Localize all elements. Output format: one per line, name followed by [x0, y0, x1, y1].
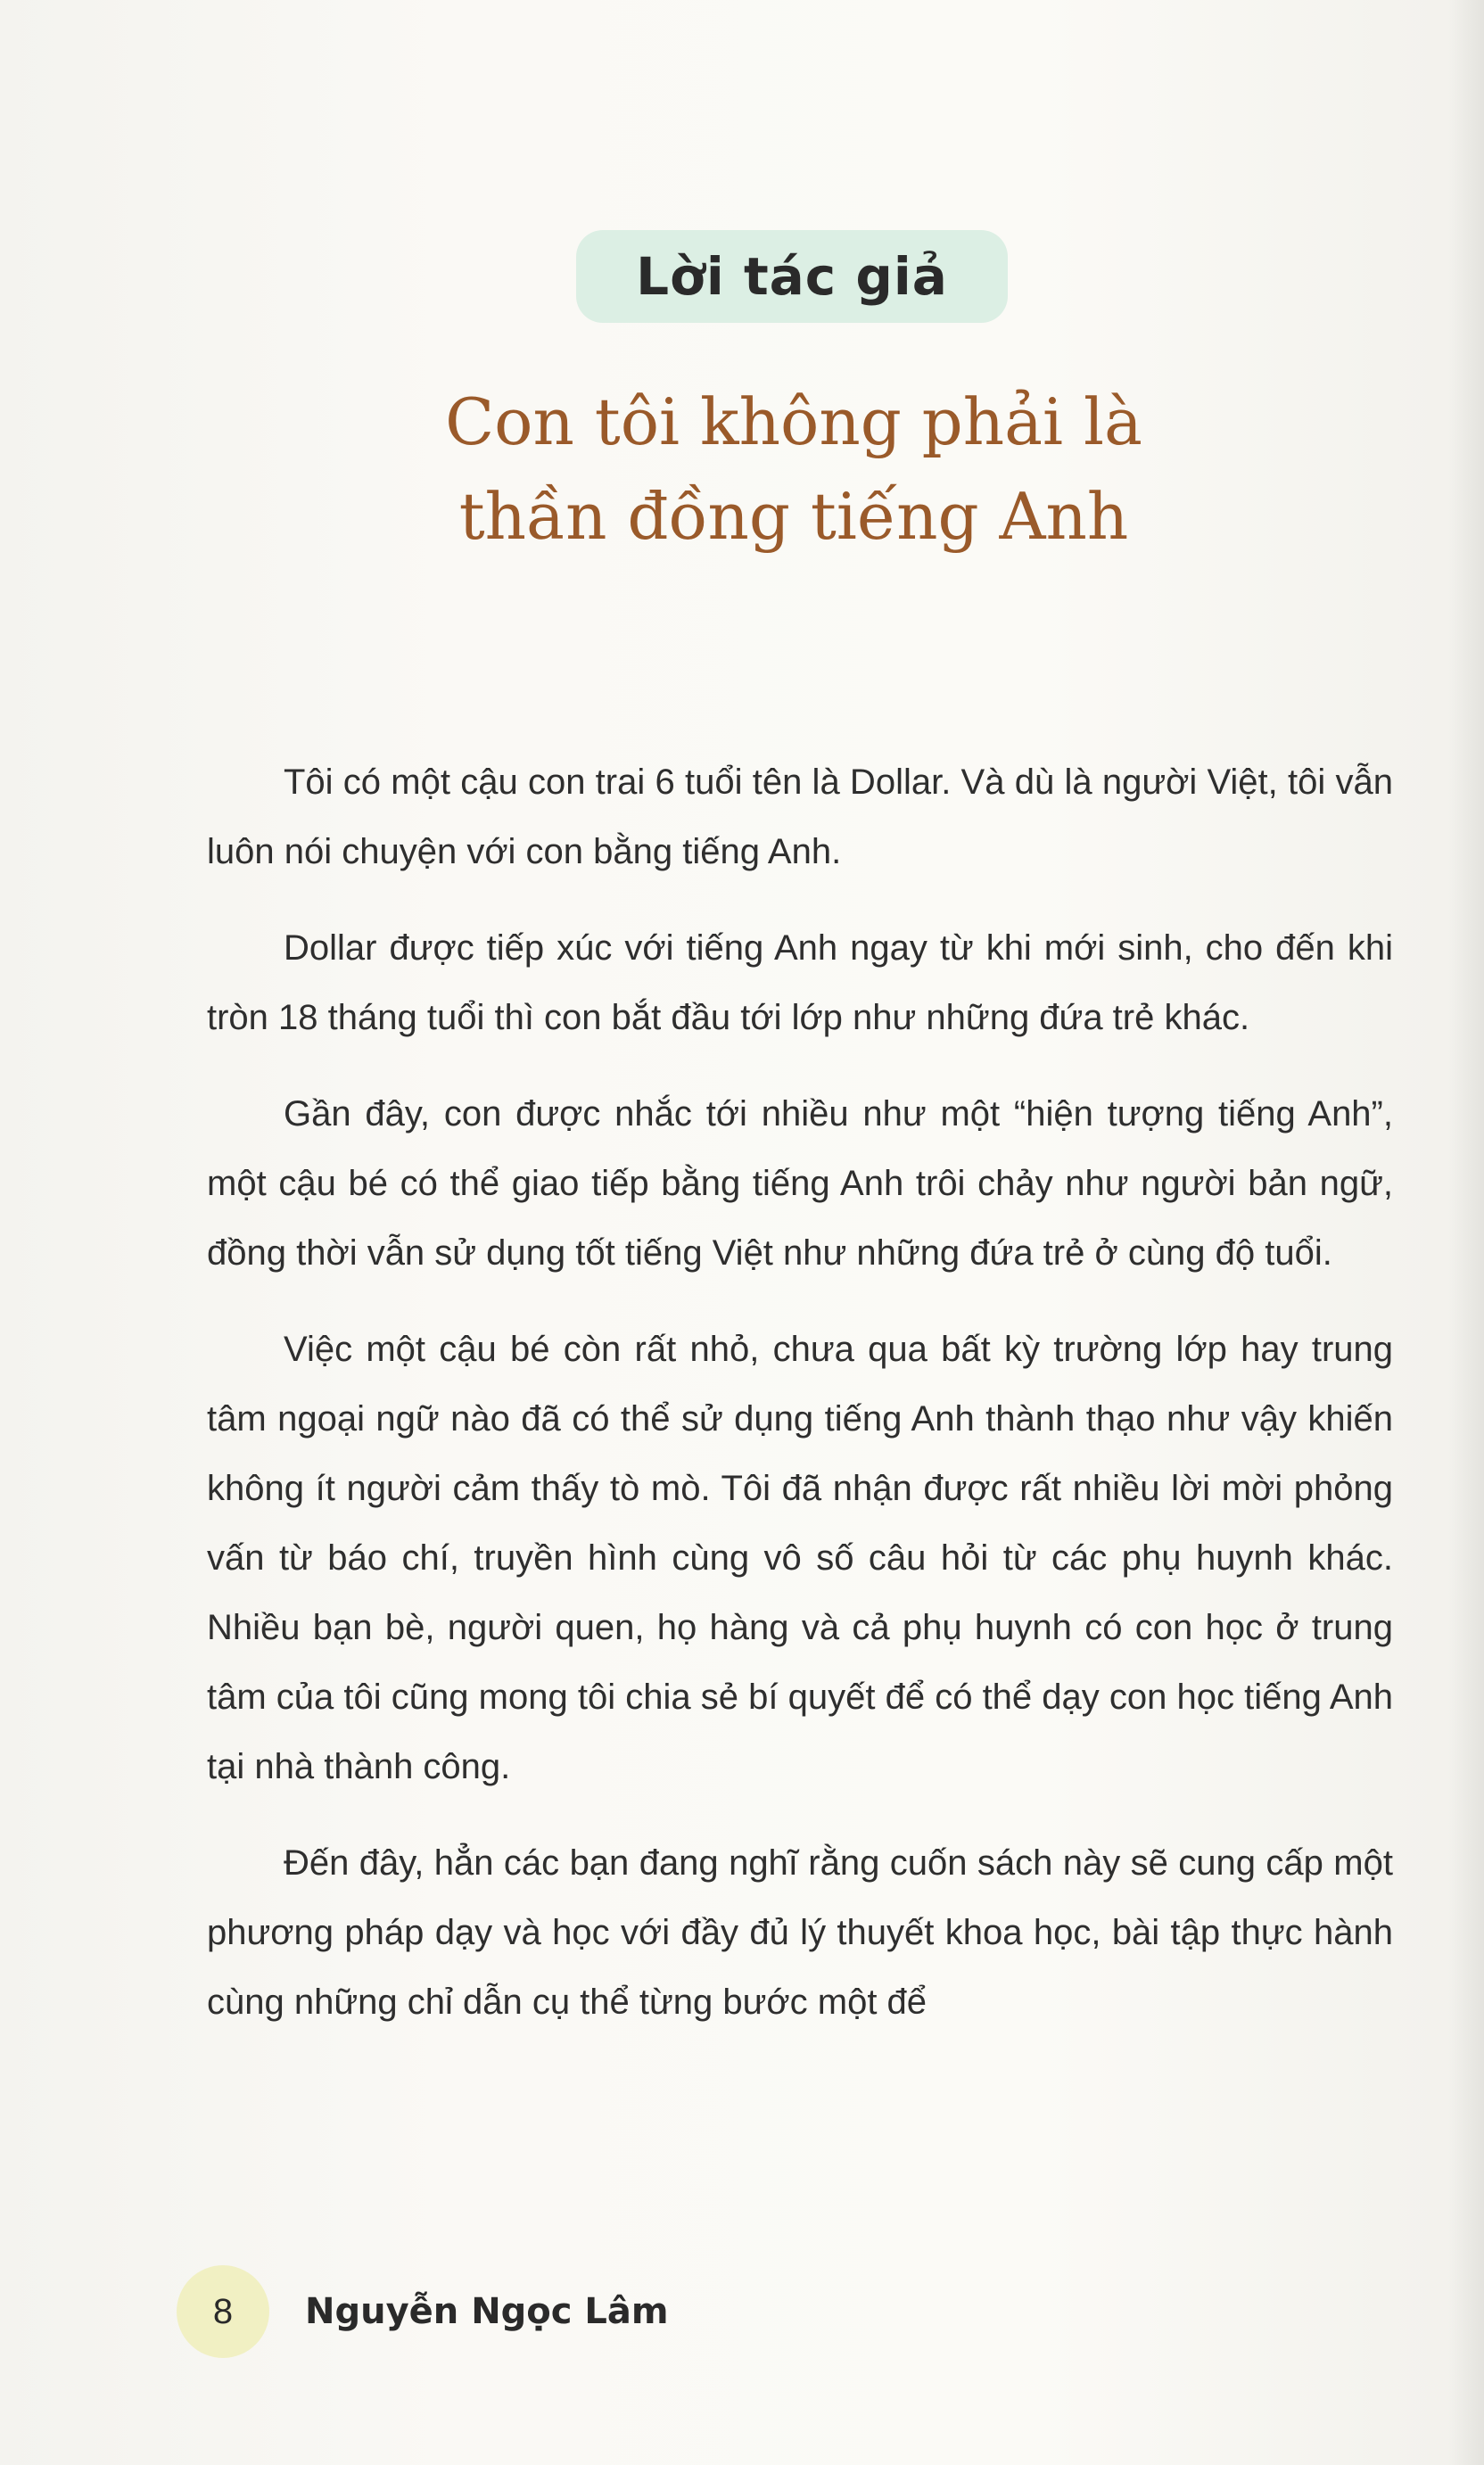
section-label-text: Lời tác giả	[636, 246, 948, 307]
paragraph: Gần đây, con được nhắc tới nhiều như một “hiện tượng tiếng Anh”, một cậu bé có thể giao tiếp bằng tiếng Anh trôi chảy như người bản ngữ, đồng thời vẫn sử dụng tốt tiếng Việt như những đứa trẻ ở cùng độ tuổi.	[207, 1094, 1393, 1273]
page-footer	[177, 2265, 669, 2358]
paragraph: Việc một cậu bé còn rất nhỏ, chưa qua bất kỳ trường lớp hay trung tâm ngoại ngữ nào đã có thể sử dụng tiếng Anh thành thạo như vậy khiến không ít người cảm thấy tò mò. Tôi đã nhận được rất nhiều lời mời phỏng vấn từ báo chí, truyền hình cùng vô số câu hỏi từ các phụ huynh khác. Nhiều bạn bè, người quen, họ hàng và cả phụ huynh có con học ở trung tâm của tôi cũng mong tôi chia sẻ bí quyết để có thể dạy con học tiếng Anh tại nhà thành công.	[207, 1330, 1393, 1786]
paragraph: Dollar được tiếp xúc với tiếng Anh ngay từ khi mới sinh, cho đến khi tròn 18 tháng tuổi thì con bắt đầu tới lớp như những đứa trẻ khác.	[207, 928, 1393, 1037]
paragraph: Đến đây, hẳn các bạn đang nghĩ rằng cuốn sách này sẽ cung cấp một phương pháp dạy và học với đầy đủ lý thuyết khoa học, bài tập thực hành cùng những chỉ dẫn cụ thể từng bước một để	[207, 1843, 1393, 2022]
chapter-title-line: thần đồng tiếng Anh	[458, 479, 1129, 554]
body-text	[207, 747, 1393, 2064]
chapter-title	[321, 375, 1266, 564]
page-edge-shadow	[1448, 0, 1484, 2465]
section-label-badge	[576, 230, 1008, 323]
author-name: Nguyễn Ngọc Lâm	[305, 2291, 669, 2332]
page-number: 8	[177, 2265, 269, 2358]
paragraph: Tôi có một cậu con trai 6 tuổi tên là Dollar. Và dù là người Việt, tôi vẫn luôn nói chuyện với con bằng tiếng Anh.	[207, 763, 1393, 871]
chapter-title-line: Con tôi không phải là	[445, 384, 1142, 459]
